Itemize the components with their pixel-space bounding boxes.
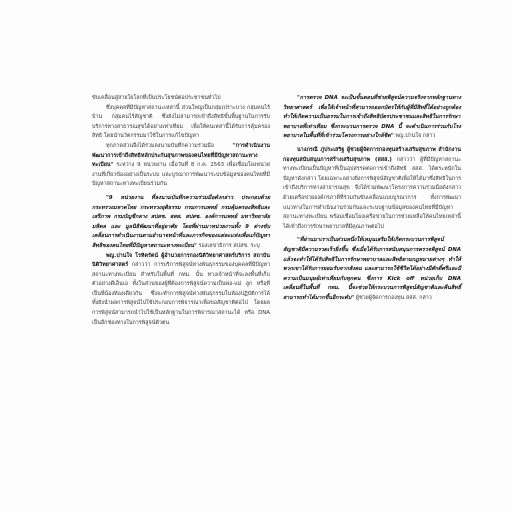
right-column [283,94,461,303]
emphasis-text: "9 หน่วยงาน ที่ลงนามบันทึกความร่วมมือดังกล่าว ประกอบด้วย กระทรวงมหาดไทย กระทรวงยุติธรรม กรมการแพทย์ กรมคุ้มครองสิทธิและเสรีภาพ กรมบัญชีกลาง สปสช. สสส. สปสช. องค์การแพทย์ มหาวิทยาลัยมหิดล และ มูลนิธิพัฒนาที่อยู่อาศัย โดยที่ผ่านมาหน่วยงานทั้ง 9 ต่างขับเคลื่อนการดำเนินงานตามอำนาจหน้าที่และภารกิจของแต่ละแห่งเพื่อแก้ปัญหาสิทธิของคนไทยที่มีปัญหาสถานะทางทะเบียน" [92,194,270,249]
paragraph: ซึ่งบุคคลที่มีปัญหาสถานะเหล่านี้ ส่วนใหญ่เป็นกลุ่มเปราะบาง กลุ่มคนไร้บ้าน กลุ่มคนไร้สัญชาติ ซึ่งยังไม่สามารถเข้าถึงสิทธิขั้นพื้นฐานในการรับบริการทางสาธารณสุขได้อย่างเท่าเทียม เพื่อให้คนเหล่านี้ได้รับการคุ้มครองสิทธิ โดยนำนวัตกรรมมาใช้ในการแก้ไขปัญหา [92,104,270,140]
body-text: กล่าวว่า การบริการพิสูจน์ทางพันธุกรรมของบุคคลที่มีปัญหาสถานะทางทะเบียน สำหรับในพื้นที่ กทม. นั้น ทางเจ้าหน้าที่จะลงพื้นที่เก็บตัวอย่างดีเอ็นเอ ทั้งในส่วนของผู้ที่ต้องการพิสูจน์ความเป็นพ่อ-แม่ ลูก หรือที่เป็นพี่น้องท้องเดียวกัน ซึ่งจะทำการพิสูจน์ทางพันธุกรรมในห้องปฏิบัติการได้ ทั้งยังนำผลการพิสูจน์ไปใช้ประกอบการพิจารณาเพื่อขอสัญชาติต่อไป โดยผลการพิสูจน์สามารถนำไปใช้เป็นหลักฐานในการพิจารณาสถานะได้ หรือ DNA เป็นอีกช่องทางในการพิสูจน์ตัวตน [92,262,270,326]
paragraph [92,252,270,329]
paragraph [92,142,270,190]
emphasis-text: พญ.ปานใจ โรหิตรัตน์ ผู้อำนวยการกองนิติวิทยาศาสตร์บริการ สถาบันนิติวิทยาศาสตร์ [92,252,270,269]
emphasis-text: "ที่ผ่านมาเราเป็นส่วนหนึ่งให้เหมุนเสริมให้เกิดกระบวนการพิสูจน์สัญชาติมีความรวดเร็วยิ่งขึ้น ซึ่งเมื่อได้รับการสนับสนุนการตรวจพิสูจน์ DNA แล้วจะทำให้ได้รับสิทธิในการรักษาพยาบาลและสิทธิตามกฎหมายต่างๆ ทำให้พวกเขาได้รับการยอมรับจากสังคม และสามารถใช้ชีวิตได้อย่างมีศักดิ์ศรีและมีความเป็นมนุษย์เท่าเทียมกับทุกคน ซึ่งการ Kick off หน่วยเก็บ DNA เคลื่อนที่ในพื้นที่ กทม. นี้จะช่วยให้กระบวนการพิสูจน์สัญชาติและคืนสิทธิ์สามารถทำได้มากขึ้นอีกระดับ" [283,237,461,301]
paragraph [283,236,461,303]
emphasis-text: นางภรณี ภู่ประเสริฐ ผู้ช่วยผู้จัดการกองทุนสร้างเสริมสุขภาพ สำนักงานกองทุนสนับสนุนการสร้างเสริมสุขภาพ (สสส.) [283,146,461,163]
body-text: ระหว่าง 9 หน่วยงาน เมื่อวันที่ 8 ก.ค. 2563 เพื่อเชื่อมโยงหน่วยงานที่เกี่ยวข้องอย่างเป็นระบบ และบูรณาการพัฒนาระบบข้อมูลของคนไทยที่มีปัญหาสถานะทางทะเบียนร่วมกัน [92,162,270,188]
body-text: รองเลขาธิการ สปสช. ระบุ [196,242,260,249]
paragraph [283,94,461,142]
left-column [92,94,270,328]
paragraph [283,146,461,232]
body-text: พญ.ปานใจ กล่าว [393,133,436,140]
body-text: กล่าวว่า ผู้ที่มีปัญหาสถานะทางทะเบียนเป็นปัญหาที่เป็นอุปสรรคต่อการเข้าถึงสิทธิ สสส. ได้ตระหนักในปัญหาดังกล่าว โดยเฉพาะอย่างยิ่งการพิสูจน์สัญชาติเพื่อให้ได้มาซึ่งสิทธิในการเข้าถึงบริการทางสาธารณสุข จึงได้ร่วมพัฒนาโครงการความร่วมมือดังกล่าว ด้วยเครือข่ายองค์กรภาคีที่ร่วมกันขับเคลื่อนแบบบูรณาการ ทั้งการพัฒนาแนวทางในการดำเนินงานร่วมกันและระบบฐานข้อมูลของคนไทยที่มีปัญหาสถานะทางทะเบียน พร้อมเชื่อมโยงเครือข่ายในการช่วยเหลือให้คนไทยเหล่านี้ได้เข้าถึงการรักษาพยาบาลที่มีคุณภาพต่อไป [283,156,461,230]
paragraph [92,194,270,252]
paragraph: ขับเคลื่อนสู่สายใยโลกที่เป็นประโยชน์ต่อประชาชนทั่วไป [92,95,221,101]
body-text: ผู้ช่วยผู้จัดการกองทุน สสส. กล่าว [354,294,432,301]
body-text: ทุกภาคส่วนจึงได้ร่วมลงนามบันทึกความร่วมมือ [106,142,233,149]
emphasis-text: "การดำเนินงานพัฒนาการเข้าถึงสิทธิหลักประกันสุขภาพของคนไทยที่มีปัญหาสถานะทางทะเบียน" [92,142,270,169]
emphasis-text: "การตรวจ DNA จะเป็นขั้นตอนที่ช่วยพิสูจน์ความจริงจากหลักฐานทางวิทยาศาสตร์ เพื่อให้เจ้าหน้าที่สามารถออกบัตรให้กับผู้ที่มีสิทธิ์ได้อย่างถูกต้อง ทำให้เกิดความเป็นธรรมในการเข้าถึงสิทธิบัตรประชาชนและสิทธิในการรักษาพยาบาลที่เท่าเทียม ซึ่งกระบวนการตรวจ DNA นี้ จะดำเนินการร่วมกับโรงพยาบาลในพื้นที่ที่เข้าร่วมโครงการอย่างใกล้ชิด" [283,95,461,140]
